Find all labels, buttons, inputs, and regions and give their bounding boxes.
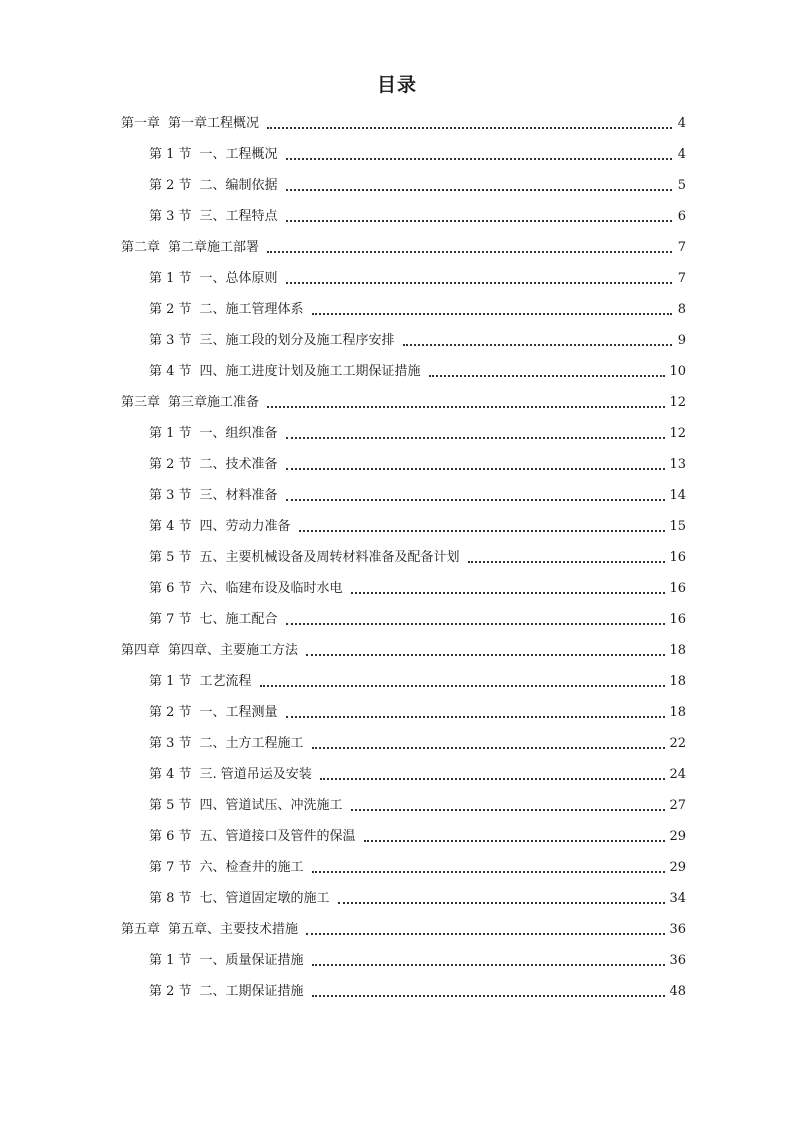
- toc-entry-text: 二、技术准备: [199, 457, 278, 472]
- toc-page-number: 4: [677, 147, 686, 162]
- toc-chapter-entry[interactable]: [0, 387, 794, 418]
- toc-dot-leader: [267, 250, 672, 253]
- toc-dot-leader: [267, 126, 672, 129]
- toc-title: 目录: [376, 74, 417, 96]
- toc-entry-number: 第 2 节: [149, 302, 192, 317]
- toc-entry-text: 第五章、主要技术措施: [168, 922, 299, 937]
- toc-section-entry[interactable]: [0, 883, 794, 914]
- toc-entry-label: [149, 294, 308, 325]
- toc-entry-label: [149, 976, 308, 1007]
- toc-entry-text: 六、检查井的施工: [199, 860, 304, 875]
- toc-entry-text: 第二章施工部署: [168, 240, 260, 255]
- toc-entry-number: 第 2 节: [149, 705, 192, 720]
- toc-entry-text: 四、施工进度计划及施工工期保证措施: [199, 364, 421, 379]
- toc-entry-text: 第四章、主要施工方法: [168, 643, 299, 658]
- toc-entry-label: [149, 883, 334, 914]
- toc-dot-leader: [312, 746, 666, 749]
- toc-section-entry[interactable]: [0, 759, 794, 790]
- toc-entry-text: 一、组织准备: [199, 426, 278, 441]
- toc-section-entry[interactable]: [0, 697, 794, 728]
- toc-entry-number: 第 7 节: [149, 612, 192, 627]
- toc-section-entry[interactable]: [0, 604, 794, 635]
- toc-page-number: 16: [669, 550, 686, 565]
- toc-section-entry[interactable]: [0, 449, 794, 480]
- toc-entry-text: 一、工程概况: [199, 147, 278, 162]
- toc-entry-text: 四、劳动力准备: [199, 519, 291, 534]
- toc-entry-number: 第二章: [121, 240, 161, 255]
- toc-page-number: 48: [669, 984, 686, 999]
- toc-page-number: 15: [669, 519, 686, 534]
- toc-section-entry[interactable]: [0, 511, 794, 542]
- toc-entry-label: [149, 542, 464, 573]
- toc-entry-label: [149, 852, 308, 883]
- toc-entry-text: 五、主要机械设备及周转材料准备及配备计划: [199, 550, 460, 565]
- toc-entry-text: 二、编制依据: [199, 178, 278, 193]
- toc-dot-leader: [260, 684, 666, 687]
- toc-chapter-entry[interactable]: [0, 635, 794, 666]
- toc-page-number: 36: [669, 922, 686, 937]
- toc-dot-leader: [286, 157, 672, 160]
- toc-entry-number: 第 2 节: [149, 984, 192, 999]
- toc-section-entry[interactable]: [0, 542, 794, 573]
- toc-entry-number: 第 2 节: [149, 457, 192, 472]
- toc-dot-leader: [306, 653, 665, 656]
- toc-entry-number: 第 2 节: [149, 178, 192, 193]
- toc-entry-label: [149, 945, 308, 976]
- toc-dot-leader: [267, 405, 665, 408]
- toc-entry-label: [149, 201, 282, 232]
- toc-dot-leader: [312, 870, 666, 873]
- toc-entry-text: 三、材料准备: [199, 488, 278, 503]
- toc-entry-text: 五、管道接口及管件的保温: [199, 829, 356, 844]
- toc-page-number: 22: [669, 736, 686, 751]
- toc-entry-label: [121, 232, 263, 263]
- toc-entry-number: 第 7 节: [149, 860, 192, 875]
- toc-chapter-entry[interactable]: [0, 914, 794, 945]
- toc-chapter-entry[interactable]: [0, 232, 794, 263]
- toc-dot-leader: [286, 436, 666, 439]
- toc-section-entry[interactable]: [0, 728, 794, 759]
- toc-dot-leader: [351, 808, 666, 811]
- toc-page-number: 24: [669, 767, 686, 782]
- toc-section-entry[interactable]: [0, 852, 794, 883]
- toc-entry-text: 三、施工段的划分及施工程序安排: [199, 333, 395, 348]
- toc-entry-number: 第 1 节: [149, 426, 192, 441]
- toc-page-number: 5: [677, 178, 686, 193]
- toc-section-entry[interactable]: [0, 573, 794, 604]
- toc-dot-leader: [286, 281, 672, 284]
- toc-entry-number: 第 1 节: [149, 271, 192, 286]
- toc-page-number: 18: [669, 674, 686, 689]
- toc-section-entry[interactable]: [0, 976, 794, 1007]
- toc-entry-number: 第 5 节: [149, 798, 192, 813]
- toc-page-number: 12: [669, 395, 686, 410]
- toc-page-number: 16: [669, 581, 686, 596]
- toc-entry-number: 第三章: [121, 395, 161, 410]
- toc-entry-number: 第 6 节: [149, 829, 192, 844]
- toc-entry-text: 七、管道固定墩的施工: [199, 891, 330, 906]
- toc-entry-label: [121, 108, 263, 139]
- toc-entry-number: 第 3 节: [149, 488, 192, 503]
- toc-entry-label: [149, 480, 282, 511]
- toc-dot-leader: [351, 591, 666, 594]
- toc-dot-leader: [299, 529, 666, 532]
- toc-entry-text: 四、管道试压、冲洗施工: [199, 798, 343, 813]
- toc-dot-leader: [312, 312, 672, 315]
- toc-entry-text: 三. 管道吊运及安装: [199, 767, 312, 782]
- toc-dot-leader: [403, 343, 672, 346]
- toc-dot-leader: [320, 777, 666, 780]
- toc-entry-label: [149, 666, 256, 697]
- toc-entry-number: 第 1 节: [149, 147, 192, 162]
- toc-section-entry[interactable]: [0, 325, 794, 356]
- toc-entry-number: 第 4 节: [149, 519, 192, 534]
- toc-entry-text: 三、工程特点: [199, 209, 278, 224]
- toc-entry-text: 六、临建布设及临时水电: [199, 581, 343, 596]
- toc-page-number: 14: [669, 488, 686, 503]
- toc-page-number: 8: [677, 302, 686, 317]
- toc-page-number: 16: [669, 612, 686, 627]
- toc-entry-label: [149, 697, 282, 728]
- toc-list: [0, 108, 794, 1007]
- toc-page-number: 7: [677, 240, 686, 255]
- toc-section-entry[interactable]: [0, 170, 794, 201]
- toc-page-number: 6: [677, 209, 686, 224]
- toc-entry-text: 二、土方工程施工: [199, 736, 304, 751]
- toc-entry-number: 第一章: [121, 116, 161, 131]
- toc-dot-leader: [286, 188, 672, 191]
- toc-entry-number: 第 1 节: [149, 674, 192, 689]
- toc-entry-label: [149, 728, 308, 759]
- toc-section-entry[interactable]: [0, 418, 794, 449]
- toc-entry-number: 第五章: [121, 922, 161, 937]
- toc-dot-leader: [312, 994, 666, 997]
- toc-entry-label: [149, 821, 360, 852]
- toc-dot-leader: [468, 560, 666, 563]
- toc-section-entry[interactable]: [0, 945, 794, 976]
- toc-page-number: 29: [669, 829, 686, 844]
- toc-entry-label: [121, 635, 302, 666]
- toc-dot-leader: [286, 467, 666, 470]
- toc-entry-text: 一、总体原则: [199, 271, 278, 286]
- toc-section-entry[interactable]: [0, 666, 794, 697]
- toc-entry-number: 第 3 节: [149, 736, 192, 751]
- toc-entry-label: [149, 418, 282, 449]
- toc-page-number: 4: [677, 116, 686, 131]
- toc-entry-number: 第 3 节: [149, 209, 192, 224]
- toc-section-entry[interactable]: [0, 821, 794, 852]
- toc-page-number: 18: [669, 705, 686, 720]
- toc-dot-leader: [286, 219, 672, 222]
- toc-page-number: 29: [669, 860, 686, 875]
- toc-page-number: 7: [677, 271, 686, 286]
- toc-entry-text: 一、质量保证措施: [199, 953, 304, 968]
- toc-entry-label: [149, 511, 295, 542]
- toc-entry-label: [149, 604, 282, 635]
- toc-entry-number: 第四章: [121, 643, 161, 658]
- toc-entry-label: [149, 573, 347, 604]
- toc-entry-number: 第 3 节: [149, 333, 192, 348]
- toc-page-number: 9: [677, 333, 686, 348]
- toc-dot-leader: [286, 715, 666, 718]
- toc-entry-text: 二、工期保证措施: [199, 984, 304, 999]
- toc-entry-label: [149, 325, 399, 356]
- toc-entry-label: [149, 170, 282, 201]
- toc-entry-number: 第 4 节: [149, 364, 192, 379]
- toc-entry-text: 第一章工程概况: [168, 116, 260, 131]
- toc-entry-label: [149, 449, 282, 480]
- toc-entry-number: 第 5 节: [149, 550, 192, 565]
- toc-section-entry[interactable]: [0, 201, 794, 232]
- toc-chapter-entry[interactable]: [0, 108, 794, 139]
- toc-entry-label: [149, 263, 282, 294]
- toc-dot-leader: [429, 374, 666, 377]
- toc-page-number: 34: [669, 891, 686, 906]
- toc-entry-number: 第 4 节: [149, 767, 192, 782]
- toc-dot-leader: [338, 901, 666, 904]
- toc-entry-label: [149, 790, 347, 821]
- toc-page-number: 36: [669, 953, 686, 968]
- toc-entry-label: [149, 356, 425, 387]
- toc-entry-label: [121, 914, 302, 945]
- toc-page-number: 10: [669, 364, 686, 379]
- toc-page-number: 13: [669, 457, 686, 472]
- toc-page-number: 27: [669, 798, 686, 813]
- toc-entry-number: 第 1 节: [149, 953, 192, 968]
- toc-entry-label: [149, 759, 316, 790]
- toc-entry-text: 二、施工管理体系: [199, 302, 304, 317]
- toc-dot-leader: [312, 963, 666, 966]
- toc-dot-leader: [306, 932, 665, 935]
- toc-entry-text: 第三章施工准备: [168, 395, 260, 410]
- toc-section-entry[interactable]: [0, 356, 794, 387]
- toc-dot-leader: [286, 498, 666, 501]
- toc-section-entry[interactable]: [0, 480, 794, 511]
- toc-dot-leader: [364, 839, 666, 842]
- toc-section-entry[interactable]: [0, 790, 794, 821]
- toc-entry-label: [121, 387, 263, 418]
- toc-entry-text: 一、工程测量: [199, 705, 278, 720]
- toc-entry-text: 七、施工配合: [199, 612, 278, 627]
- toc-section-entry[interactable]: [0, 263, 794, 294]
- toc-section-entry[interactable]: [0, 294, 794, 325]
- toc-page-number: 12: [669, 426, 686, 441]
- toc-page-number: 18: [669, 643, 686, 658]
- toc-entry-label: [149, 139, 282, 170]
- toc-section-entry[interactable]: [0, 139, 794, 170]
- toc-entry-text: 工艺流程: [199, 674, 252, 689]
- toc-entry-number: 第 8 节: [149, 891, 192, 906]
- toc-entry-number: 第 6 节: [149, 581, 192, 596]
- toc-dot-leader: [286, 622, 666, 625]
